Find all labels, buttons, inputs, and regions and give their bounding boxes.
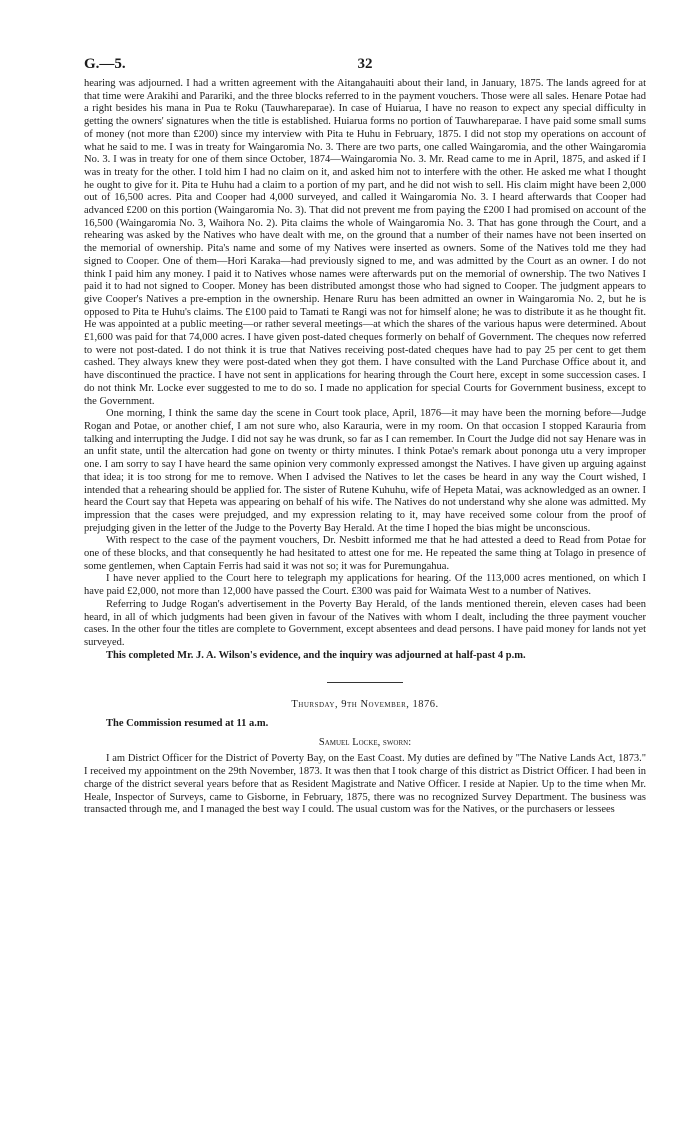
body-paragraph: One morning, I think the same day the scene in Court took place, April, 1876—it may have been the morning before—Judge Rogan and Potae, or another chief, I am not sure who, also Karauria, were in my room. On that occasion I stopped Karauria from talking and interrupting the Judge. I did not say he was drunk, so far as I can remember. In Court the Judge did not say Henare was in an unfit state, until the altercation had gone on twenty or thirty minutes. I think Potae's remark about pononga utu a very improper one. I am sorry to say I have heard the same opinion very commonly expressed amongst the Natives. I have given up arguing against that idea; it is too strong for me to remove. When I advised the Natives to let the cases be heard in any way the Court wished, I intended that a rehearing should be applied for. The sister of Rutene Kuhuhu, wife of Hepeta Matai, was acknowledged as an owner. I heard the Court say that Hepeta was appearing on behalf of his wife. The Natives do not understand why she alone was admitted. My impression that the cases were prejudged, and my expression relating to it, may have received some colour from the proof of prejudging given in the letter of the Judge to the Poverty Bay Herald. At the time I hoped the bias might be unconscious. <box>84 408 646 534</box>
body-paragraph: I have never applied to the Court here to telegraph my applications for hearing. Of the 113,000 acres mentioned, on which I have paid £2,000, not more than 12,000 have passed the Court. £300 was paid for Waimata West to a number of Natives. <box>84 573 646 598</box>
page-reference: G.—5. <box>84 56 126 72</box>
page-number: 32 <box>357 56 373 72</box>
body-paragraph: Referring to Judge Rogan's advertisement in the Poverty Bay Herald, of the lands mentioned therein, eleven cases had been heard, in all of which judgments had been given in favour of the Natives with whom I dealt, including the three payment voucher cases. In the other four the titles are complete to Government, except absentees and dead persons. I have paid money for lands not yet surveyed. <box>84 598 646 648</box>
closing-statement: This completed Mr. J. A. Wilson's evidence, and the inquiry was adjourned at half-past 4 p.m. <box>106 649 526 661</box>
body-paragraph: hearing was adjourned. I had a written agreement with the Aitangahauiti about their land, in January, 1875. The lands agreed for at that time were Arakihi and Parariki, and the three blocks referred to in the payment vouchers. Those were all sales. Henare Potae had a right besides his mana in Pua te Roku (Tauwhareparae). In case of Huiarua, I have no reason to expect any special difficulty in getting the owners' signatures when the title is established. Huiarua forms no portion of Tauwhareparae. I have paid some small sums of money (not more than £200) since my interview with Pita te Huhu in February, 1875. I did not stop my operations on account of what he said to me. I was in treaty for Waingaromia No. 3. There are two parts, one called Waingaromia, and the other Waingaromia No. 3. I was in treaty for one of them since October, 1874—Waingaromia No. 3. Mr. Read came to me in April, 1875, and asked if I was in treaty for the other. I told him I had no claim on it, and asked him not to interfere with the other. He asked me what I thought he ought to give for it. Pita te Huhu had a claim to a portion of my part, and he did not wish to sell. His claim might have been 2,000 out of 16,500 acres. Pita and Cooper had 4,000 surveyed, and called it Waingaromia No. 3. I heard afterwards that Cooper had advanced £200 on this portion (Waingaromia No. 3). That did not prevent me from paying the £200 I had promised on account of the 16,500 (Waingaromia No. 3, Waihora No. 2). Pita claims the whole of Waingaromia No. 3. That has gone through the Court, and a rehearing was asked by the Natives who have dealt with me, on the ground that a number of their names have not been inserted on the memorial of ownership. Pita's name and some of my Natives were inserted as owners. Some of the Natives told me they had signed to Cooper. One of them—Hori Karaka—had previously signed to me, and was admitted by the Court as an owner. I do not think I paid him any money. I paid it to Natives whose names were afterwards put on the memorial of ownership. The two Natives I paid it to had not signed to Cooper. Money has been distributed amongst those who had signed to Cooper. The judgment appears to give Cooper's Natives a pre-emption in the ownership. Henare Ruru has been admitted an owner in Waingaromia No. 2, but he is opposed to Pita te Huhu's claims. The £100 paid to Tamati te Rangi was not for himself alone; he was to distribute it as he thought fit. He was appointed at a public meeting—or rather several meetings—at which the shares of the various hapus were determined. About £1,600 was paid for that 74,000 acres. I have given post-dated cheques formerly on behalf of Government. The cheques now referred to were not post-dated. I do not think it is true that Natives receiving post-dated cheques have had to pay 25 per cent to get them cashed. They always knew they were post-dated when they got them. I have consulted with the Land Purchase Office about it, and have discontinued the practice. I have not sent in applications for hearing through the Court here, except in some succession cases. I do not think Mr. Locke ever suggested to me to do so. I made no application for special Courts for Government business, except to the Government. <box>84 78 646 407</box>
witness-heading: Samuel Locke, sworn: <box>318 736 412 748</box>
date-heading: Thursday, 9th November, 1876. <box>291 699 439 711</box>
body-paragraph: With respect to the case of the payment vouchers, Dr. Nesbitt informed me that he had attested a deed to Read from Potae for one of these blocks, and that consequently he had hesitated to attest one for me. He repeated the same thing at Tolago in presence of some gentlemen, when Captain Ferris had said it was not so; it was for Puremungahua. <box>84 535 646 572</box>
resumed-statement: The Commission resumed at 11 a.m. <box>106 718 269 730</box>
section-divider <box>327 682 403 683</box>
body-paragraph: I am District Officer for the District of Poverty Bay, on the East Coast. My duties are defined by "The Native Lands Act, 1873." I received my appointment on the 29th November, 1873. It was then that I took charge of this district as District Officer. I had been in charge of the district several years before that as Resident Magistrate and Native Officer. I reside at Napier. Up to the time when Mr. Heale, Inspector of Surveys, came to Gisborne, in February, 1875, there was no recognized Survey Department. The business was transacted through me, and I managed the best way I could. The usual custom was for the Natives, or the purchasers or lessees <box>84 753 646 816</box>
page-header <box>84 48 646 78</box>
